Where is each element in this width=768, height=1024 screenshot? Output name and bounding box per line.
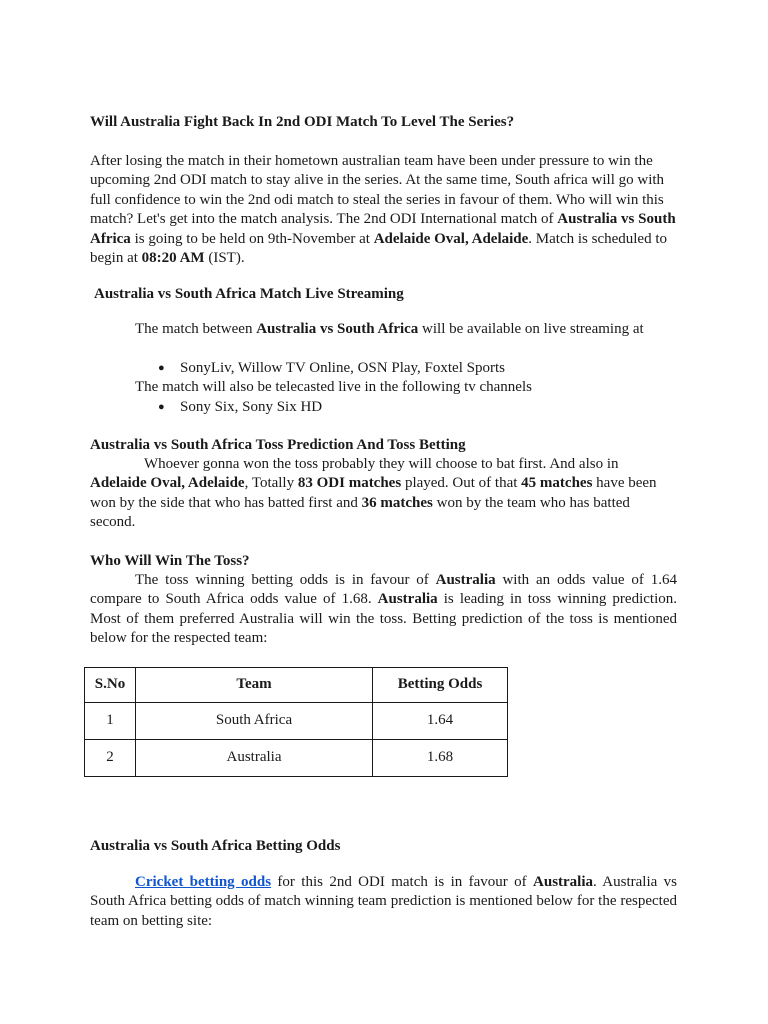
betting-odds-paragraph (90, 873, 677, 931)
toss-text-4: have been won by the side that who has batted first and (90, 475, 657, 511)
intro-text-1: After losing the match in their hometown australian team have been under pressure to win the upcoming 2nd ODI match to stay alive in the series. At the same time, South africa will go with full confidence to win the 2nd odi match to steal the series in favour of them. Who will win this match? Let's get into the match analysis. The 2nd ODI International match of (90, 153, 665, 228)
streaming-paragraph (90, 320, 677, 339)
article-title: Will Australia Fight Back In 2nd ODI Match To Level The Series? (90, 114, 515, 130)
list-item: ● SonyLiv, Willow TV Online, OSN Play, Foxtel Sports (90, 359, 677, 378)
cell-odds: 1.68 (373, 740, 508, 777)
intro-bold-teams: Australia vs South Africa (90, 211, 676, 247)
toss-text-5: won by the team who has batted second. (90, 494, 630, 531)
who-text-1: The toss winning betting odds is in favour of (135, 572, 436, 588)
intro-text-2: is going to be held on 9th-November at (130, 230, 374, 247)
toss-text-2: , Totally (244, 475, 298, 492)
streaming-bold-teams: Australia vs South Africa (256, 321, 419, 337)
intro-bold-venue: Adelaide Oval, Adelaide (373, 230, 529, 247)
toss-bold-first: 45 matches (521, 475, 593, 492)
toss-bold-second: 36 matches (361, 494, 433, 511)
intro-text-3: . Match is scheduled to begin at (90, 230, 668, 267)
who-text-2: with an odds value of 1.64 compare to South Africa odds value of 1.68. (90, 572, 677, 608)
toss-odds-table (84, 667, 508, 777)
toss-prediction-paragraph (90, 455, 677, 533)
table-row (85, 703, 508, 740)
cell-team: South Africa (136, 703, 373, 740)
table-header-row (85, 668, 508, 703)
betting-text-1: for this 2nd ODI match is in favour of (271, 874, 534, 890)
header-betting-odds: Betting Odds (373, 668, 508, 703)
betting-odds-heading: Australia vs South Africa Betting Odds (90, 838, 341, 854)
streaming-platforms-list (90, 359, 677, 378)
toss-text-3: played. Out of that (401, 475, 522, 492)
streaming-text-1: The match between (135, 321, 257, 337)
table-row (85, 740, 508, 777)
intro-text-4: (IST). (204, 250, 245, 267)
list-item: ● Sony Six, Sony Six HD (90, 398, 677, 417)
cell-team: Australia (136, 740, 373, 777)
cell-sno: 2 (85, 740, 136, 777)
betting-bold-australia: Australia (533, 874, 594, 890)
who-wins-toss-heading: Who Will Win The Toss? (90, 553, 250, 569)
header-sno: S.No (85, 668, 136, 703)
intro-bold-time: 08:20 AM (141, 250, 205, 267)
streaming-text-2: will be available on live streaming at (418, 321, 644, 337)
who-wins-toss-paragraph (90, 571, 677, 649)
who-text-3: is leading in toss winning prediction. Most of them preferred Australia will win the toss. Betting prediction of the toss is mentioned below for the respected team: (90, 591, 677, 647)
who-bold-australia-2: Australia (377, 591, 438, 608)
streaming-heading: Australia vs South Africa Match Live Streaming (94, 286, 404, 302)
toss-bold-venue: Adelaide Oval, Adelaide (90, 475, 245, 492)
intro-paragraph (90, 152, 677, 268)
toss-bold-total: 83 ODI matches (297, 475, 402, 492)
cricket-betting-odds-link[interactable]: Cricket betting odds (135, 874, 272, 890)
betting-text-2: . Australia vs South Africa betting odds of match winning team prediction is mentioned below for the respected team on betting site: (90, 874, 677, 929)
who-bold-australia-1: Australia (435, 572, 496, 588)
toss-text-1: Whoever gonna won the toss probably they will choose to bat first. And also in (144, 456, 619, 472)
header-team: Team (136, 668, 373, 703)
toss-prediction-heading: Australia vs South Africa Toss Prediction And Toss Betting (90, 437, 466, 453)
cell-odds: 1.64 (373, 703, 508, 740)
cell-sno: 1 (85, 703, 136, 740)
tv-channels-list (90, 398, 677, 417)
tv-channels-line: The match will also be telecasted live in the following tv channels (135, 379, 532, 395)
